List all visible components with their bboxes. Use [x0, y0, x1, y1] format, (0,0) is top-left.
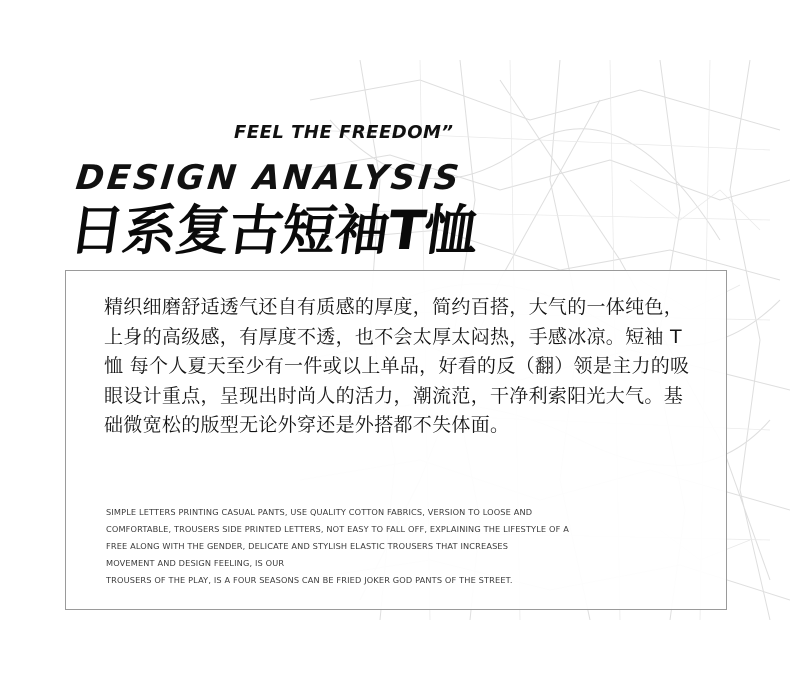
- english-description-line: SIMPLE LETTERS PRINTING CASUAL PANTS, USE QUALITY COTTON FABRICS, VERSION TO LOOSE AND: [106, 507, 533, 517]
- english-description-line: MOVEMENT AND DESIGN FEELING, IS OUR: [106, 558, 285, 568]
- english-description-line: COMFORTABLE, TROUSERS SIDE PRINTED LETTERS, NOT EASY TO FALL OFF, EXPLAINING THE LIFESTYLE OF A: [106, 524, 569, 534]
- english-description-line: TROUSERS OF THE PLAY, IS A FOUR SEASONS CAN BE FRIED JOKER GOD PANTS OF THE STREET.: [106, 575, 513, 585]
- chinese-description: 精织细磨舒适透气还自有质感的厚度，简约百搭，大气的一体纯色，上身的高级感，有厚度不透，也不会太厚太闷热，手感冰凉。短袖 T恤 每个人夏天至少有一件或以上单品，好看的反（翻）领是主力的吸眼设计重点，呈现出时尚人的活力，潮流范，干净利索阳光大气。基础微宽松的版型无论外穿还是外搭都不失体面。: [104, 296, 690, 436]
- tagline: FEEL THE FREEDOM”: [234, 122, 454, 143]
- headline: DESIGN ANALYSIS: [73, 158, 464, 198]
- english-description-line: FREE ALONG WITH THE GENDER, DELICATE AND STYLISH ELASTIC TROUSERS THAT INCREASES: [106, 541, 509, 551]
- english-description: [106, 504, 706, 589]
- description-box: [65, 270, 727, 610]
- product-title: 日系复古短袖T恤: [65, 199, 482, 262]
- header: [0, 0, 790, 270]
